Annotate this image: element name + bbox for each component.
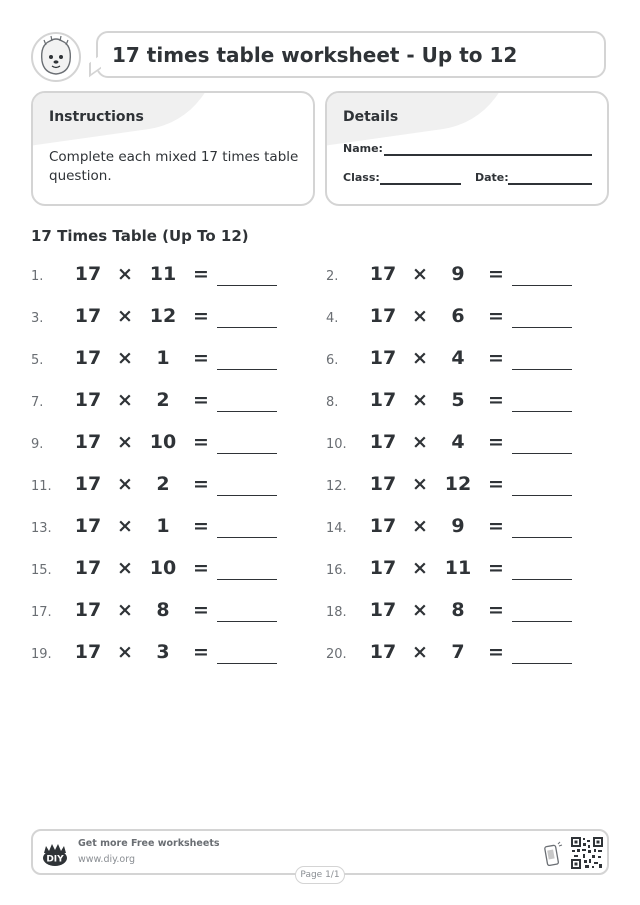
question-number: 2. <box>326 269 339 284</box>
page-title: 17 times table worksheet - Up to 12 <box>112 43 518 67</box>
answer-blank[interactable] <box>512 537 572 538</box>
mascot-icon <box>30 31 82 83</box>
answer-blank[interactable] <box>512 453 572 454</box>
answer-blank[interactable] <box>512 285 572 286</box>
instructions-panel <box>31 91 315 206</box>
multiplicand: 17 <box>369 515 397 537</box>
svg-text:DIY: DIY <box>46 854 64 865</box>
multiplier: 3 <box>156 641 170 663</box>
equals-sign: = <box>488 557 504 579</box>
times-sign: × <box>412 389 428 411</box>
equals-sign: = <box>488 431 504 453</box>
multiplicand: 17 <box>369 641 397 663</box>
equals-sign: = <box>193 263 209 285</box>
times-sign: × <box>412 305 428 327</box>
question-number: 1. <box>31 269 44 284</box>
times-sign: × <box>412 473 428 495</box>
multiplicand: 17 <box>74 515 102 537</box>
multiplicand: 17 <box>74 557 102 579</box>
times-sign: × <box>412 515 428 537</box>
answer-blank[interactable] <box>512 663 572 664</box>
multiplicand: 17 <box>369 263 397 285</box>
equals-sign: = <box>193 641 209 663</box>
times-sign: × <box>117 515 133 537</box>
answer-blank[interactable] <box>217 621 277 622</box>
date-field[interactable] <box>508 183 592 185</box>
equals-sign: = <box>488 389 504 411</box>
times-sign: × <box>412 599 428 621</box>
question-row <box>31 555 311 585</box>
question-number: 16. <box>326 563 347 578</box>
question-row <box>31 639 311 669</box>
answer-blank[interactable] <box>217 369 277 370</box>
answer-blank[interactable] <box>512 411 572 412</box>
multiplicand: 17 <box>74 263 102 285</box>
question-number: 20. <box>326 647 347 662</box>
answer-blank[interactable] <box>217 579 277 580</box>
instructions-heading: Instructions <box>49 109 144 125</box>
equals-sign: = <box>488 263 504 285</box>
multiplier: 1 <box>156 515 170 537</box>
multiplier: 8 <box>156 599 170 621</box>
question-number: 11. <box>31 479 52 494</box>
question-row <box>326 429 606 459</box>
multiplier: 8 <box>451 599 465 621</box>
page-indicator: Page 1/1 <box>295 866 345 884</box>
multiplier: 4 <box>451 347 465 369</box>
question-number: 14. <box>326 521 347 536</box>
equals-sign: = <box>193 515 209 537</box>
question-number: 8. <box>326 395 339 410</box>
question-row <box>326 513 606 543</box>
question-row <box>31 261 311 291</box>
equals-sign: = <box>488 473 504 495</box>
multiplicand: 17 <box>369 305 397 327</box>
instructions-text: Complete each mixed 17 times table question. <box>49 149 299 184</box>
name-label: Name: <box>343 142 383 155</box>
question-number: 3. <box>31 311 44 326</box>
class-label: Class: <box>343 171 380 184</box>
times-sign: × <box>117 263 133 285</box>
answer-blank[interactable] <box>217 327 277 328</box>
multiplier: 5 <box>451 389 465 411</box>
equals-sign: = <box>193 599 209 621</box>
multiplicand: 17 <box>369 557 397 579</box>
question-row <box>31 345 311 375</box>
times-sign: × <box>117 473 133 495</box>
question-number: 7. <box>31 395 44 410</box>
details-heading: Details <box>343 109 399 125</box>
question-row <box>326 471 606 501</box>
answer-blank[interactable] <box>512 621 572 622</box>
qr-code-icon[interactable] <box>571 837 603 869</box>
multiplier: 4 <box>451 431 465 453</box>
question-number: 19. <box>31 647 52 662</box>
question-row <box>326 597 606 627</box>
multiplier: 2 <box>156 389 170 411</box>
details-panel <box>325 91 609 206</box>
multiplier: 2 <box>156 473 170 495</box>
question-number: 17. <box>31 605 52 620</box>
multiplier: 12 <box>149 305 177 327</box>
question-row <box>326 261 606 291</box>
times-sign: × <box>412 263 428 285</box>
times-sign: × <box>117 557 133 579</box>
multiplicand: 17 <box>74 305 102 327</box>
question-number: 5. <box>31 353 44 368</box>
multiplier: 11 <box>444 557 472 579</box>
multiplier: 10 <box>149 431 177 453</box>
times-sign: × <box>117 305 133 327</box>
question-row <box>326 639 606 669</box>
question-row <box>31 513 311 543</box>
answer-blank[interactable] <box>217 453 277 454</box>
question-row <box>31 303 311 333</box>
equals-sign: = <box>488 305 504 327</box>
equals-sign: = <box>193 431 209 453</box>
times-sign: × <box>412 557 428 579</box>
multiplicand: 17 <box>74 473 102 495</box>
times-sign: × <box>117 347 133 369</box>
multiplicand: 17 <box>74 599 102 621</box>
multiplicand: 17 <box>369 599 397 621</box>
equals-sign: = <box>488 599 504 621</box>
equals-sign: = <box>193 473 209 495</box>
times-sign: × <box>412 347 428 369</box>
question-row <box>31 429 311 459</box>
question-row <box>31 597 311 627</box>
equals-sign: = <box>193 557 209 579</box>
answer-blank[interactable] <box>217 411 277 412</box>
multiplier: 9 <box>451 263 465 285</box>
name-field[interactable] <box>384 154 592 156</box>
multiplicand: 17 <box>74 431 102 453</box>
multiplicand: 17 <box>74 389 102 411</box>
class-field[interactable] <box>380 183 461 185</box>
multiplier: 10 <box>149 557 177 579</box>
question-number: 4. <box>326 311 339 326</box>
answer-blank[interactable] <box>217 663 277 664</box>
phone-icon <box>543 841 563 867</box>
question-row <box>326 387 606 417</box>
question-number: 12. <box>326 479 347 494</box>
equals-sign: = <box>193 389 209 411</box>
multiplicand: 17 <box>369 389 397 411</box>
times-sign: × <box>117 641 133 663</box>
multiplier: 6 <box>451 305 465 327</box>
multiplier: 12 <box>444 473 472 495</box>
answer-blank[interactable] <box>217 537 277 538</box>
equals-sign: = <box>193 305 209 327</box>
times-sign: × <box>117 431 133 453</box>
answer-blank[interactable] <box>217 285 277 286</box>
answer-blank[interactable] <box>512 369 572 370</box>
answer-blank[interactable] <box>512 327 572 328</box>
question-row <box>326 303 606 333</box>
equals-sign: = <box>488 347 504 369</box>
equals-sign: = <box>488 641 504 663</box>
date-label: Date: <box>475 171 509 184</box>
question-row <box>31 387 311 417</box>
footer-link[interactable]: www.diy.org <box>78 854 135 865</box>
answer-blank[interactable] <box>512 579 572 580</box>
question-number: 15. <box>31 563 52 578</box>
title-box <box>96 31 606 78</box>
question-row <box>326 555 606 585</box>
times-sign: × <box>117 599 133 621</box>
question-number: 10. <box>326 437 347 452</box>
answer-blank[interactable] <box>512 495 572 496</box>
times-sign: × <box>117 389 133 411</box>
times-sign: × <box>412 641 428 663</box>
question-number: 18. <box>326 605 347 620</box>
question-number: 9. <box>31 437 44 452</box>
multiplier: 1 <box>156 347 170 369</box>
multiplier: 11 <box>149 263 177 285</box>
times-sign: × <box>412 431 428 453</box>
question-row <box>326 345 606 375</box>
answer-blank[interactable] <box>217 495 277 496</box>
equals-sign: = <box>488 515 504 537</box>
equals-sign: = <box>193 347 209 369</box>
question-number: 6. <box>326 353 339 368</box>
question-number: 13. <box>31 521 52 536</box>
question-row <box>31 471 311 501</box>
multiplicand: 17 <box>369 431 397 453</box>
footer-promo: Get more Free worksheets <box>78 838 220 849</box>
multiplicand: 17 <box>369 347 397 369</box>
multiplicand: 17 <box>369 473 397 495</box>
multiplier: 9 <box>451 515 465 537</box>
multiplicand: 17 <box>74 641 102 663</box>
multiplicand: 17 <box>74 347 102 369</box>
multiplier: 7 <box>451 641 465 663</box>
diy-logo-icon <box>41 841 69 867</box>
section-title: 17 Times Table (Up To 12) <box>31 227 249 245</box>
